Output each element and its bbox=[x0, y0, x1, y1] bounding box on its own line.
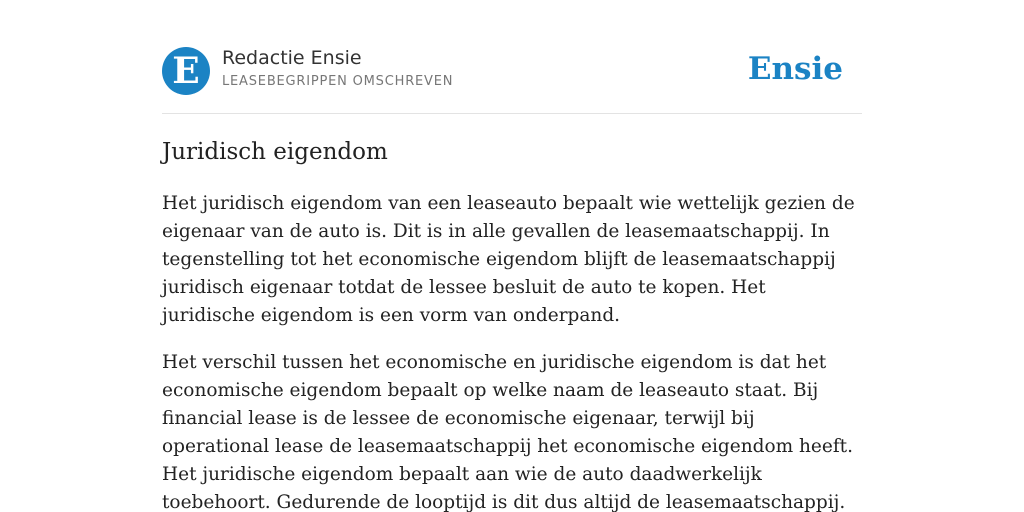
article-paragraph: Het juridisch eigendom van een leaseauto bepaalt wie wettelijk gezien de eigenaar van de auto is. Dit is in alle gevallen de leasemaatschappij. In tegenstelling tot het economische eigendom blijft de leasemaatschappij juridisch eigenaar totdat de lessee besluit de auto te kopen. Het juridische eigendom is een vorm van onderpand. bbox=[162, 193, 855, 326]
ensie-logo-icon[interactable]: E bbox=[162, 47, 210, 95]
author-name[interactable]: Redactie Ensie bbox=[222, 47, 362, 69]
header-divider bbox=[162, 113, 862, 114]
article-title: Juridisch eigendom bbox=[162, 139, 388, 165]
article-container bbox=[162, 46, 862, 512]
author-header bbox=[162, 46, 862, 96]
category-label: LEASEBEGRIPPEN OMSCHREVEN bbox=[222, 74, 454, 89]
article-paragraph: Het verschil tussen het economische en juridische eigendom is dat het economische eigendom bepaalt op welke naam de leaseauto staat. Bij financial lease is de lessee de economische eigenaar, terwijl bij operational lease de leasemaatschappij het economische eigendom heeft. Het juridische eigendom bepaalt aan wie de auto daadwerkelijk toebehoort. Gedurende de looptijd is dit dus altijd de leasemaatschappij. bbox=[162, 352, 853, 512]
brand-logo[interactable]: Ensie bbox=[747, 51, 843, 87]
